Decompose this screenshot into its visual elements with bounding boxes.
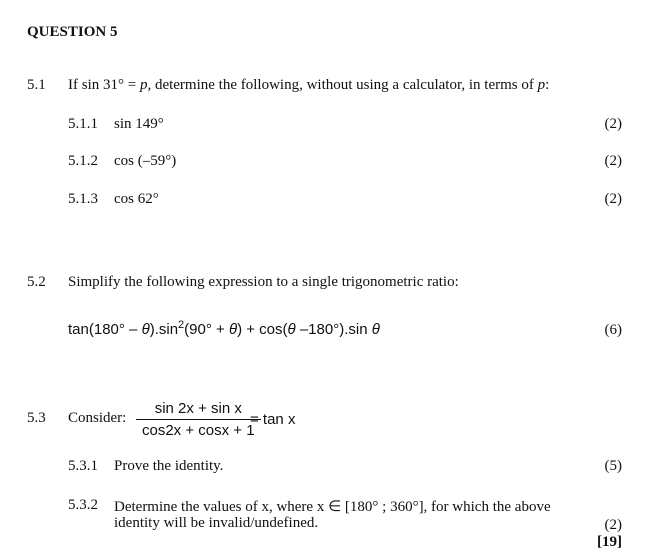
q513-number: 5.1.3	[68, 191, 98, 207]
q51-prompt-p1: p	[139, 77, 148, 93]
q53-number: 5.3	[27, 410, 46, 426]
q51-prompt-b: , determine the following, without using a calculator, in terms of	[147, 77, 538, 93]
q51-prompt-c: :	[545, 77, 550, 93]
theta-2: θ	[228, 321, 238, 338]
q52-prompt: Simplify the following expression to a single trigonometric ratio:	[68, 274, 459, 290]
identity-fraction	[136, 400, 261, 439]
expr-b: ).sin	[149, 321, 179, 338]
theta-3: θ	[287, 321, 296, 338]
q532-text-line1: Determine the values of x, where x ∈ [180° ; 360°], for which the above	[114, 499, 551, 515]
q531-number: 5.3.1	[68, 458, 98, 474]
identity-rhs: = tan x	[250, 411, 296, 428]
expr-sup: 2	[178, 319, 185, 331]
theta-4: θ	[371, 321, 380, 338]
fraction-numerator: sin 2x + sin x	[154, 400, 242, 417]
q51-number: 5.1	[27, 77, 46, 93]
q513-marks: (2)	[604, 191, 622, 207]
q511-number: 5.1.1	[68, 116, 98, 132]
q512-marks: (2)	[604, 153, 622, 169]
expr-d: ) + cos(	[237, 321, 288, 338]
q532-marks: (2)	[604, 517, 622, 533]
expr-e: –180°).sin	[295, 321, 372, 338]
fraction-denominator: cos2x + cosx + 1	[142, 422, 255, 439]
q52-number: 5.2	[27, 274, 46, 290]
q511-text: sin 149°	[114, 116, 164, 132]
q513-text: cos 62°	[114, 191, 159, 207]
expr-a: tan(180° –	[68, 321, 142, 338]
q512-number: 5.1.2	[68, 153, 98, 169]
q53-consider: Consider:	[68, 410, 127, 426]
expr-c: (90° +	[184, 321, 229, 338]
q532-number: 5.3.2	[68, 497, 98, 513]
q51-prompt-a: If sin 31° =	[68, 77, 140, 93]
q52-marks: (6)	[604, 322, 622, 338]
q511-marks: (2)	[604, 116, 622, 132]
q512-text: cos (–59°)	[114, 153, 177, 169]
q51-prompt	[68, 77, 549, 94]
q532-text-line2: identity will be invalid/undefined.	[114, 515, 319, 531]
question-title: QUESTION 5	[27, 24, 118, 40]
q531-text: Prove the identity.	[114, 458, 224, 474]
q531-marks: (5)	[604, 458, 622, 474]
question-total: [19]	[597, 534, 622, 550]
q51-prompt-p2: p	[537, 77, 546, 93]
q52-expression	[68, 319, 380, 338]
theta-1: θ	[141, 321, 150, 338]
